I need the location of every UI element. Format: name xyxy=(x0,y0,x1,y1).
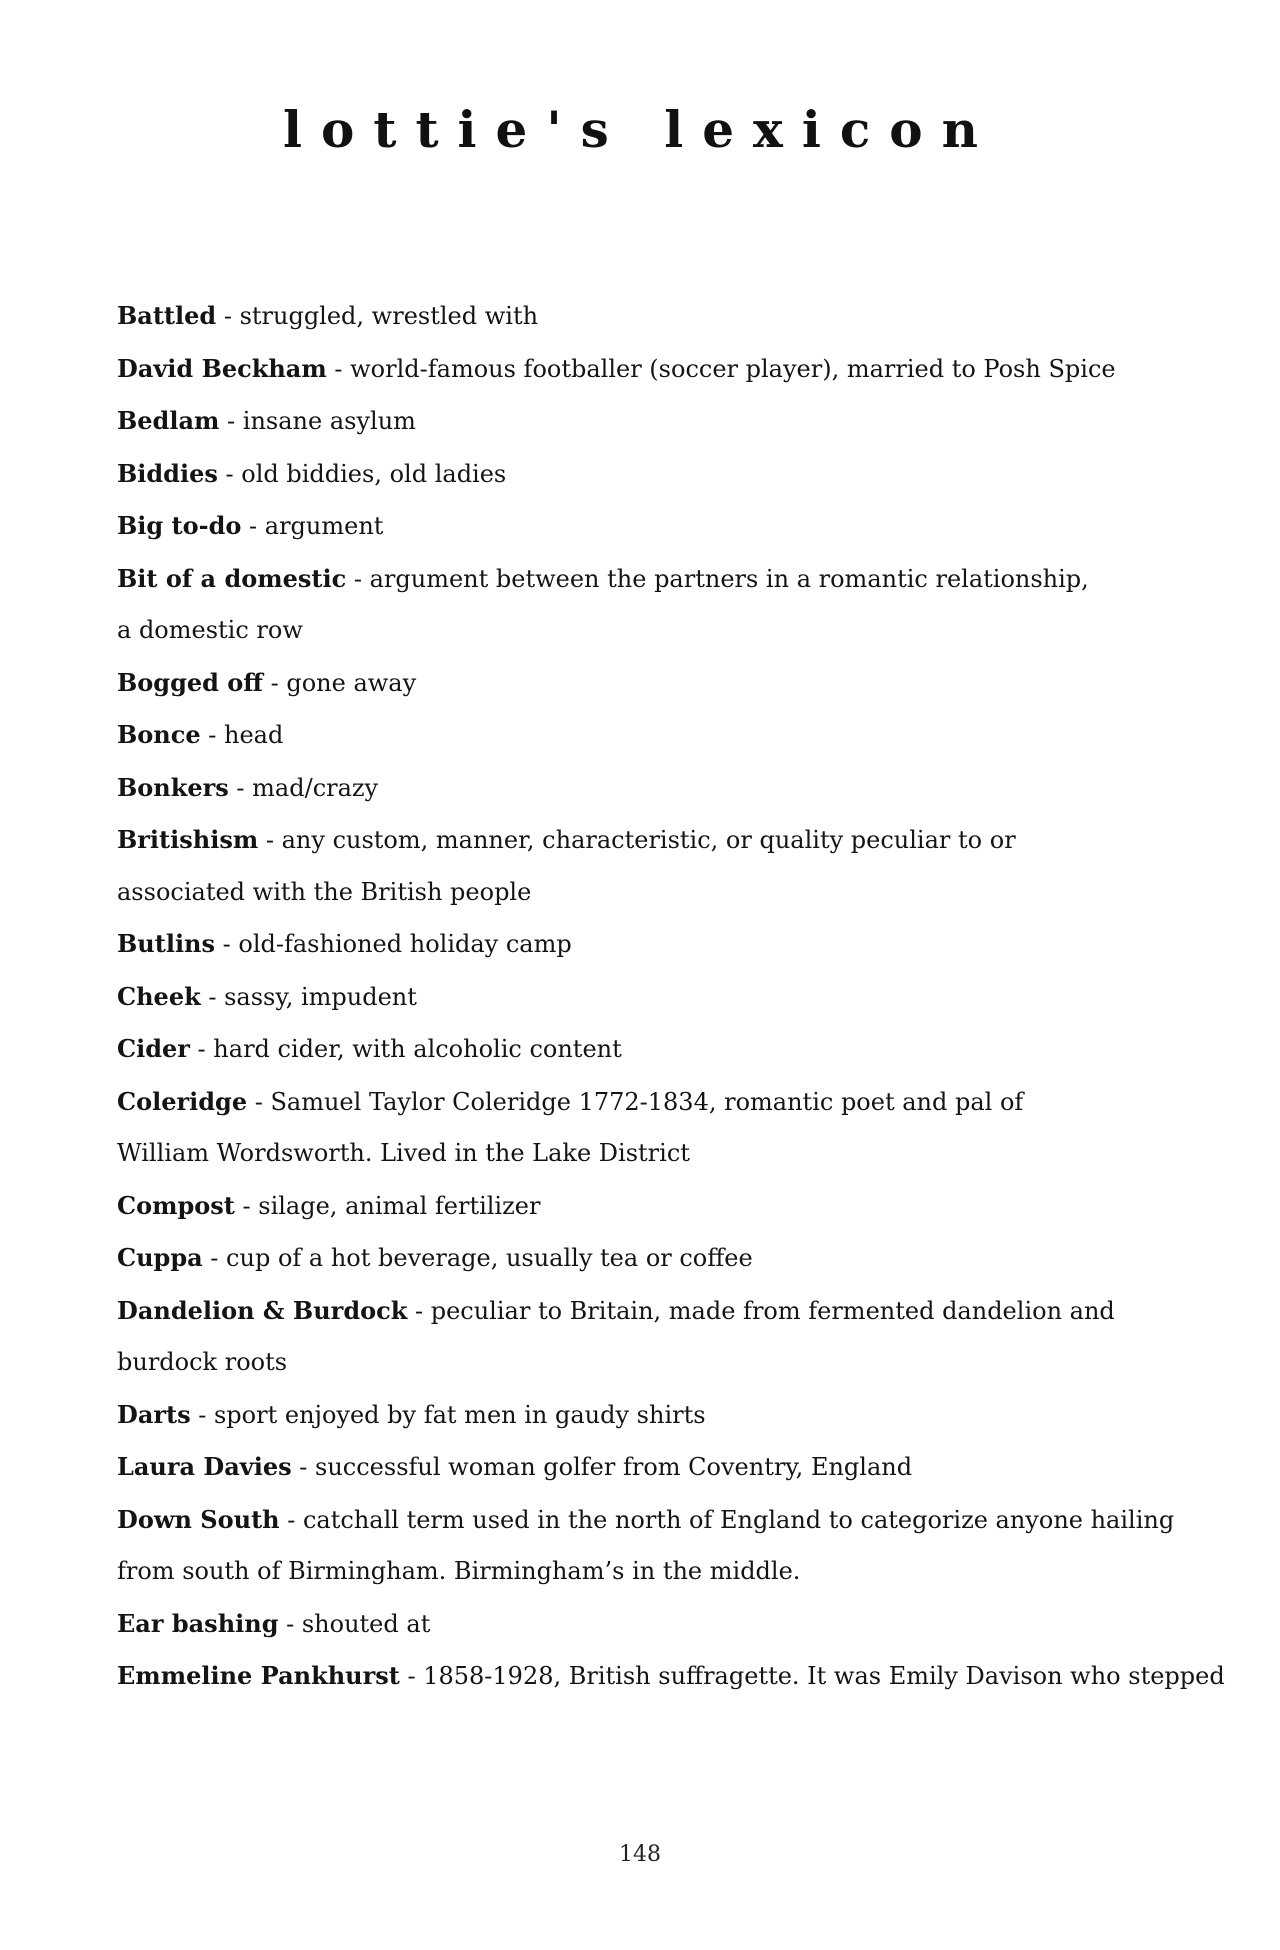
entry-term: Down South xyxy=(117,1504,280,1534)
lexicon-entry xyxy=(117,657,1197,710)
entry-term: Compost xyxy=(117,1190,235,1220)
lexicon-entry xyxy=(117,553,1197,657)
entry-definition: argument between the partners in a romantic relationship, xyxy=(369,564,1089,593)
entry-term: Darts xyxy=(117,1399,191,1429)
lexicon-entry xyxy=(117,1232,1197,1285)
lexicon-entry xyxy=(117,1650,1225,1703)
entry-definition: 1858-1928, British suffragette. It was Emily Davison who stepped xyxy=(423,1662,1225,1690)
entry-definition-continued: a domestic row xyxy=(117,616,303,644)
entry-definition: struggled, wrestled with xyxy=(239,302,539,330)
lexicon-entries xyxy=(117,290,1225,1703)
lexicon-entry xyxy=(117,762,1197,815)
entry-definition: hard cider, with alcoholic content xyxy=(213,1035,622,1063)
lexicon-entry xyxy=(117,1180,1197,1233)
entry-term: Bonce xyxy=(117,720,201,749)
lexicon-entry xyxy=(117,395,1197,448)
entry-definition-continued: William Wordsworth. Lived in the Lake District xyxy=(117,1139,690,1167)
entry-term: Ear bashing xyxy=(117,1608,279,1638)
entry-definition: old-fashioned holiday camp xyxy=(238,930,572,958)
entry-definition: peculiar to Britain, made from fermented dandelion and xyxy=(430,1296,1115,1325)
entry-separator: - xyxy=(200,721,224,749)
entry-definition: world-famous footballer (soccer player), married to Posh Spice xyxy=(350,354,1116,383)
entry-definition: Samuel Taylor Coleridge 1772-1834, romantic poet and pal of xyxy=(270,1087,1024,1116)
entry-term: Coleridge xyxy=(117,1086,248,1116)
entry-definition: head xyxy=(224,721,284,749)
entry-separator: - xyxy=(291,1453,316,1481)
entry-separator: - xyxy=(190,1400,214,1429)
entry-definition: mad/crazy xyxy=(252,773,379,802)
entry-separator: - xyxy=(278,1609,302,1638)
lexicon-entry xyxy=(117,971,1197,1024)
entry-separator: - xyxy=(200,982,225,1011)
entry-definition: old biddies, old ladies xyxy=(241,459,507,488)
entry-definition: gone away xyxy=(286,668,417,697)
entry-separator: - xyxy=(216,302,240,330)
lexicon-entry xyxy=(117,1076,1197,1180)
entry-separator: - xyxy=(279,1505,303,1534)
entry-term: Butlins xyxy=(117,929,216,958)
entry-term: Britishism xyxy=(117,825,259,854)
lexicon-entry xyxy=(117,290,1197,343)
entry-separator: - xyxy=(399,1662,424,1690)
entry-separator: - xyxy=(189,1035,214,1063)
entry-term: Cuppa xyxy=(117,1243,203,1272)
entry-separator: - xyxy=(228,773,253,802)
entry-definition: insane asylum xyxy=(242,407,416,435)
entry-separator: - xyxy=(241,512,265,540)
lexicon-entry xyxy=(117,343,1197,396)
entry-definition-continued: associated with the British people xyxy=(117,877,532,906)
lexicon-entry xyxy=(117,1285,1197,1389)
entry-definition: silage, animal fertilizer xyxy=(258,1191,541,1220)
entry-term: Cider xyxy=(117,1034,190,1063)
entry-definition: successful woman golfer from Coventry, England xyxy=(315,1453,913,1481)
page-title: lottie's lexicon xyxy=(283,100,997,159)
entry-separator: - xyxy=(326,354,351,383)
lexicon-entry xyxy=(117,448,1197,501)
entry-definition: sport enjoyed by fat men in gaudy shirts xyxy=(213,1400,706,1429)
entry-definition-continued: burdock roots xyxy=(117,1348,288,1376)
entry-separator: - xyxy=(202,1244,227,1272)
entry-term: Laura Davies xyxy=(117,1452,292,1481)
entry-term: David Beckham xyxy=(117,353,327,383)
entry-separator: - xyxy=(247,1087,271,1116)
entry-definition: catchall term used in the north of England to categorize anyone hailing xyxy=(302,1505,1175,1534)
lexicon-entry xyxy=(117,814,1197,918)
entry-term: Bonkers xyxy=(117,772,229,802)
lexicon-entry xyxy=(117,1494,1197,1598)
lexicon-entry xyxy=(117,1598,1197,1651)
entry-term: Bogged off xyxy=(117,667,263,697)
lexicon-entry xyxy=(117,1023,1197,1076)
entry-term: Dandelion & Burdock xyxy=(117,1295,408,1325)
entry-separator: - xyxy=(262,668,287,697)
entry-definition: cup of a hot beverage, usually tea or coffee xyxy=(226,1244,753,1272)
entry-definition: sassy, impudent xyxy=(224,982,417,1011)
entry-separator: - xyxy=(258,826,282,854)
lexicon-entry xyxy=(117,1441,1197,1494)
entry-separator: - xyxy=(234,1191,259,1220)
entry-separator: - xyxy=(217,459,242,488)
entry-term: Big to-do xyxy=(117,511,242,540)
lexicon-entry xyxy=(117,500,1197,553)
entry-term: Biddies xyxy=(117,458,218,488)
entry-definition: any custom, manner, characteristic, or quality peculiar to or xyxy=(281,826,1016,854)
entry-definition: argument xyxy=(264,512,384,540)
entry-definition: shouted at xyxy=(301,1609,431,1638)
lexicon-entry xyxy=(117,709,1197,762)
entry-definition-continued: from south of Birmingham. Birmingham’s in the middle. xyxy=(117,1557,801,1585)
entry-separator: - xyxy=(219,407,243,435)
entry-separator: - xyxy=(407,1296,431,1325)
entry-term: Cheek xyxy=(117,981,201,1011)
entry-term: Bit of a domestic xyxy=(117,563,347,593)
entry-term: Emmeline Pankhurst xyxy=(117,1661,400,1690)
entry-term: Bedlam xyxy=(117,406,220,435)
entry-term: Battled xyxy=(117,301,217,330)
entry-separator: - xyxy=(215,930,239,958)
page-number: 148 xyxy=(619,1842,661,1867)
entry-separator: - xyxy=(346,564,370,593)
lexicon-entry xyxy=(117,1389,1197,1442)
lexicon-entry xyxy=(117,918,1197,971)
